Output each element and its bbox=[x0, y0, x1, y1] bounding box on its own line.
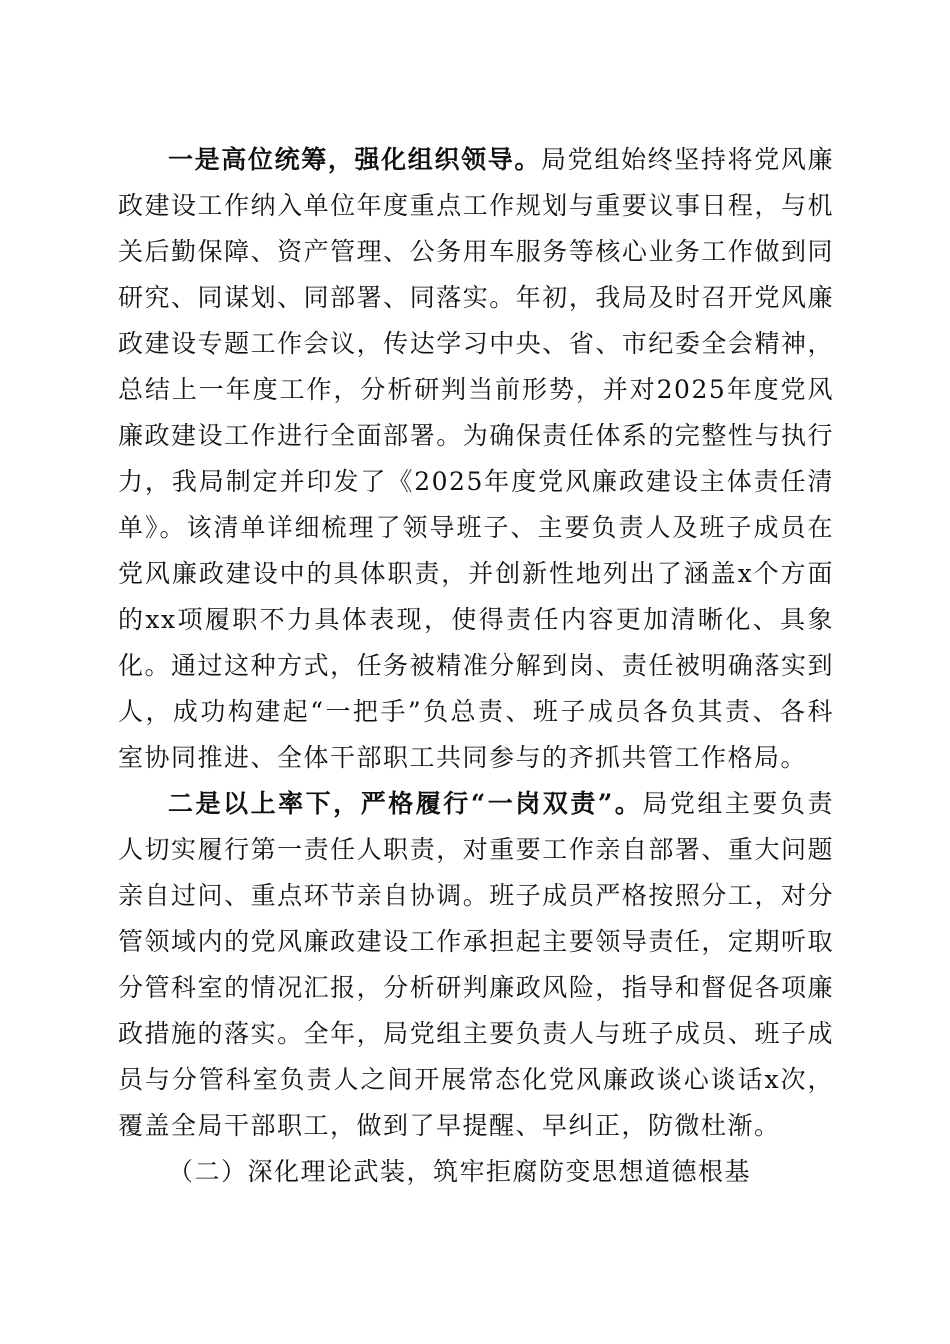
paragraph-2-lead: 二是以上率下，严格履行“一岗双责”。 bbox=[168, 789, 643, 818]
paragraph-2 bbox=[118, 781, 834, 1149]
paragraph-1-lead: 一是高位统筹，强化组织领导。 bbox=[168, 145, 542, 174]
paragraph-1 bbox=[118, 137, 834, 781]
document-body bbox=[118, 137, 834, 1195]
paragraph-1-body: 局党组始终坚持将党风廉政建设工作纳入单位年度重点工作规划与重要议事日程，与机关后勤保障、资产管理、公务用车服务等核心业务工作做到同研究、同谋划、同部署、同落实。年初，我局及时召开党风廉政建设专题工作会议，传达学习中央、省、市纪委全会精神，总结上一年度工作，分析研判当前形势，并对2025年度党风廉政建设工作进行全面部署。为确保责任体系的完整性与执行力，我局制定并印发了《2025年度党风廉政建设主体责任清单》。该清单详细梳理了领导班子、主要负责人及班子成员在党风廉政建设中的具体职责，并创新性地列出了涵盖x个方面的xx项履职不力具体表现，使得责任内容更加清晰化、具象化。通过这种方式，任务被精准分解到岗、责任被明确落实到人，成功构建起“一把手”负总责、班子成员各负其责、各科室协同推进、全体干部职工共同参与的齐抓共管工作格局。 bbox=[118, 145, 834, 772]
section-heading: （二）深化理论武装，筑牢拒腐防变思想道德根基 bbox=[168, 1157, 752, 1186]
paragraph-2-body: 局党组主要负责人切实履行第一责任人职责，对重要工作亲自部署、重大问题亲自过问、重点环节亲自协调。班子成员严格按照分工，对分管领域内的党风廉政建设工作承担起主要领导责任，定期听取分管科室的情况汇报，分析研判廉政风险，指导和督促各项廉政措施的落实。全年，局党组主要负责人与班子成员、班子成员与分管科室负责人之间开展常态化党风廉政谈心谈话x次，覆盖全局干部职工，做到了早提醒、早纠正，防微杜渐。 bbox=[118, 789, 834, 1140]
